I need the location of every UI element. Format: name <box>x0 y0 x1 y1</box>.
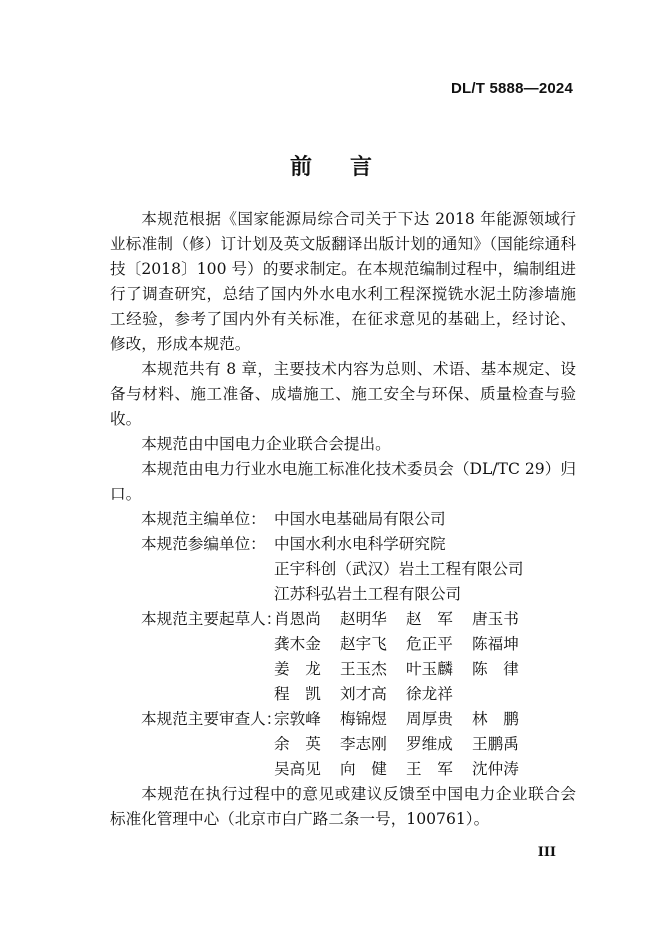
person-name: 王鹏禹 <box>472 735 519 753</box>
reviewer-names <box>274 732 576 757</box>
paragraph-centralized: 本规范由电力行业水电施工标准化技术委员会（DL/TC 29）归口。 <box>110 460 576 503</box>
person-name: 赵明华 <box>340 610 387 628</box>
person-name: 宗敦峰 <box>274 710 321 728</box>
participants-row <box>110 532 576 557</box>
drafter-names <box>274 657 576 682</box>
standard-code: DL/T 5888—2024 <box>450 80 573 97</box>
person-name: 程 凯 <box>274 685 321 703</box>
person-name: 刘才高 <box>340 685 387 703</box>
paragraph-contents: 本规范共有 8 章，主要技术内容为总则、术语、基本规定、设备与材料、施工准备、成墙施工、施工安全与环保、质量检查与验收。 <box>110 360 576 428</box>
reviewer-names <box>274 707 576 732</box>
chief-editor-unit: 中国水电基础局有限公司 <box>274 510 446 528</box>
chief-editor-label: 本规范主编单位： <box>141 510 266 528</box>
drafter-names <box>274 632 576 657</box>
participants-label: 本规范参编单位： <box>141 535 266 553</box>
person-name: 陈福坤 <box>472 635 519 653</box>
participant-unit: 中国水利水电科学研究院 <box>274 535 446 553</box>
reviewers-label: 本规范主要审查人： <box>141 710 282 728</box>
drafters-row <box>110 632 576 657</box>
reviewer-names <box>274 757 576 782</box>
person-name: 赵 军 <box>406 610 453 628</box>
participants-row <box>110 557 576 582</box>
person-name: 吴高见 <box>274 760 321 778</box>
person-name: 肖恩尚 <box>274 610 321 628</box>
person-name: 徐龙祥 <box>406 685 453 703</box>
page-title: 前言 <box>289 154 410 180</box>
page-number: III <box>537 845 556 860</box>
person-name: 李志刚 <box>340 735 387 753</box>
participants-row <box>110 582 576 607</box>
person-name: 龚木金 <box>274 635 321 653</box>
person-name: 赵宇飞 <box>340 635 387 653</box>
chief-editor-row <box>110 507 576 532</box>
paragraph-feedback: 本规范在执行过程中的意见或建议反馈至中国电力企业联合会标准化管理中心（北京市白广路二条一号，100761）。 <box>110 785 576 828</box>
person-name: 王玉杰 <box>340 660 387 678</box>
person-name: 叶玉麟 <box>406 660 453 678</box>
preface-body <box>110 207 576 832</box>
person-name: 向 健 <box>340 760 387 778</box>
drafter-names <box>274 682 576 707</box>
person-name: 陈 律 <box>472 660 519 678</box>
paragraph-basis: 本规范根据《国家能源局综合司关于下达 2018 年能源领域行业标准制（修）订计划及英文版翻译出版计划的通知》（国能综通科技〔2018〕100 号）的要求制定。在本规范编制过程中，编制组进行了调查研究，总结了国内外水电水利工程深搅铣水泥土防渗墙施工经验，参考了国内外有关标准，在征求意见的基础上，经讨论、修改，形成本规范。 <box>110 210 576 353</box>
person-name: 罗维成 <box>406 735 453 753</box>
person-name: 危正平 <box>406 635 453 653</box>
drafters-row <box>110 682 576 707</box>
person-name: 梅锦煜 <box>340 710 387 728</box>
person-name: 沈仲涛 <box>472 760 519 778</box>
person-name: 周厚贵 <box>406 710 453 728</box>
participant-unit: 正宇科创（武汉）岩土工程有限公司 <box>274 560 524 578</box>
reviewers-row <box>110 732 576 757</box>
person-name: 林 鹏 <box>472 710 519 728</box>
person-name: 王 军 <box>406 760 453 778</box>
drafters-row <box>110 657 576 682</box>
reviewers-row <box>110 707 576 732</box>
person-name: 姜 龙 <box>274 660 321 678</box>
drafters-label: 本规范主要起草人： <box>141 610 282 628</box>
reviewers-row <box>110 757 576 782</box>
drafters-row <box>110 607 576 632</box>
participant-unit: 江苏科弘岩土工程有限公司 <box>274 585 462 603</box>
paragraph-proposer: 本规范由中国电力企业联合会提出。 <box>141 435 391 453</box>
drafter-names <box>274 607 576 632</box>
person-name: 唐玉书 <box>472 610 519 628</box>
person-name: 余 英 <box>274 735 321 753</box>
